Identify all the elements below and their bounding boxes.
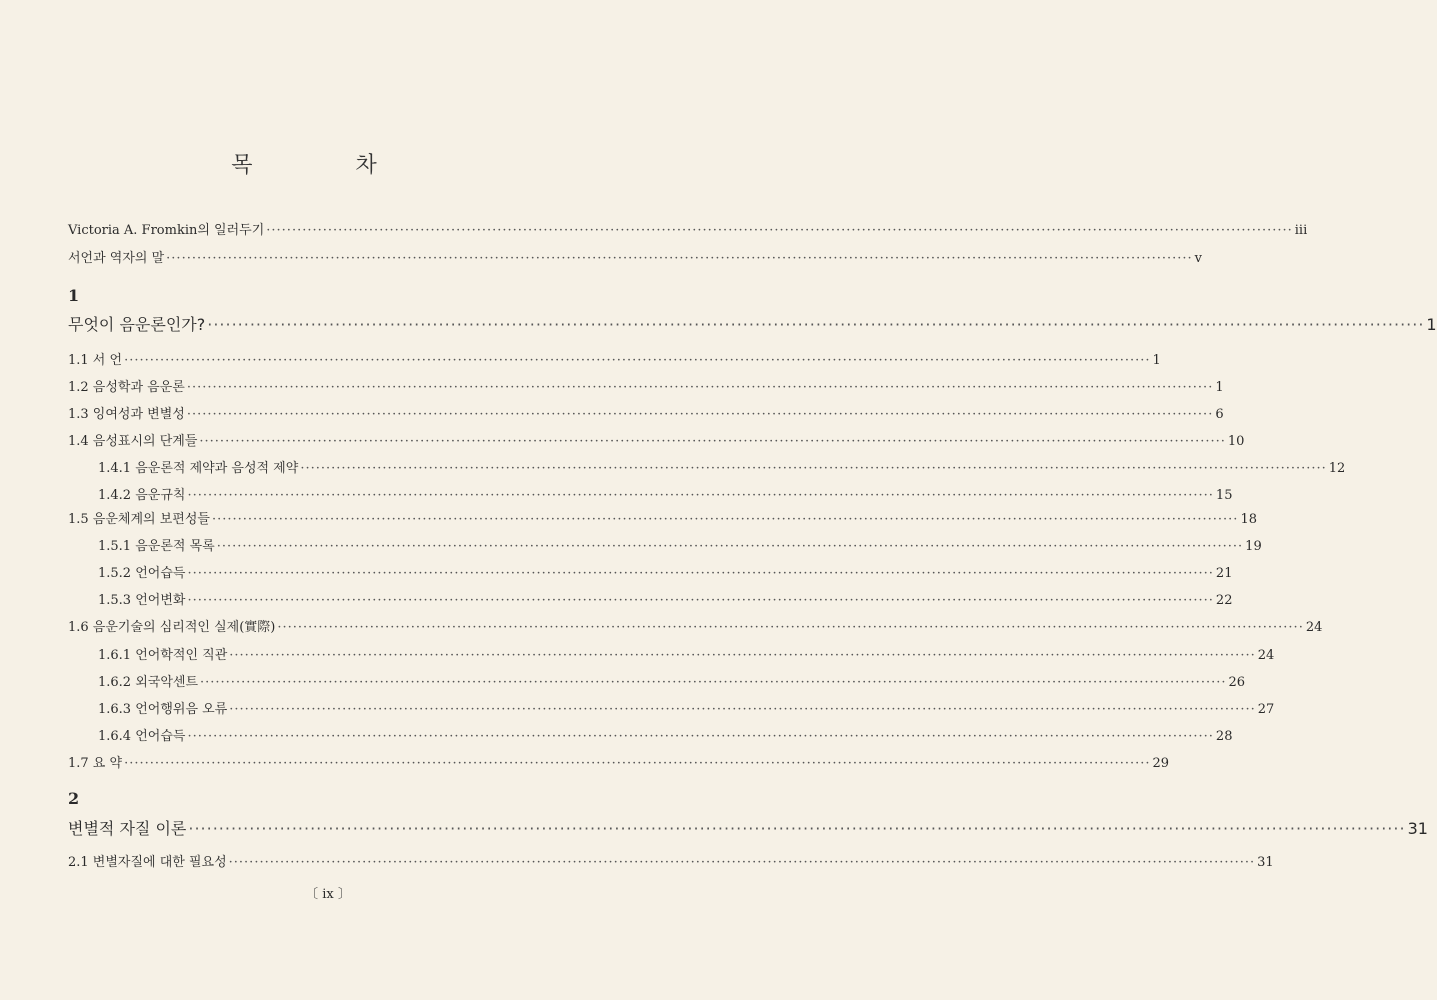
toc-entry-label: 2.1 변별자질에 대한 필요성 <box>68 855 227 870</box>
toc-entry-page: 1 <box>1426 315 1437 334</box>
toc-entry-page: 22 <box>1215 593 1233 608</box>
leader-dots: ········································································································································································································ <box>187 593 1214 608</box>
leader-dots: ········································································································································································································ <box>186 380 1214 395</box>
toc-entry-label: 1.6.3 언어행위음 오류 <box>98 702 228 717</box>
toc-entry-label: 무엇이 음운론인가? <box>68 315 206 334</box>
leader-dots: ········································································································································································································ <box>300 461 1327 476</box>
toc-entry <box>68 431 1245 453</box>
toc-entry-label: 1.7 요 약 <box>68 756 123 771</box>
chapter-number: 2 <box>68 789 80 808</box>
toc-entry <box>68 852 1274 874</box>
leader-dots: ········································································································································································································ <box>124 756 1151 771</box>
toc-entry <box>68 818 1428 840</box>
toc-entry <box>68 617 1323 639</box>
toc-entry-page: 31 <box>1257 855 1274 870</box>
leader-dots: ········································································································································································································ <box>187 566 1214 581</box>
toc-entry-page: 15 <box>1215 488 1233 503</box>
toc-entry-page: 24 <box>1257 648 1275 663</box>
toc-entry-page: 19 <box>1245 539 1262 554</box>
leader-dots: ········································································································································································································ <box>266 223 1293 238</box>
toc-entry-page: 27 <box>1257 702 1275 717</box>
leader-dots: ········································································································································································································ <box>186 407 1214 422</box>
leader-dots: ········································································································································································································ <box>200 675 1227 690</box>
leader-dots: ········································································································································································································ <box>211 512 1239 527</box>
toc-entry-label: 1.4.1 음운론적 제약과 음성적 제약 <box>98 461 299 476</box>
toc-entry-page: 18 <box>1240 512 1257 527</box>
toc-entry-page: 21 <box>1215 566 1233 581</box>
page-title: 목 차 <box>231 153 425 178</box>
toc-entry-page: iii <box>1294 223 1308 238</box>
toc-entry <box>68 485 1233 507</box>
toc-entry <box>68 672 1246 694</box>
toc-entry <box>68 699 1275 721</box>
toc-entry <box>68 458 1346 480</box>
leader-dots: ········································································································································································································ <box>207 315 1425 334</box>
leader-dots: ········································································································································································································ <box>188 819 1406 838</box>
toc-entry-page: 12 <box>1328 461 1346 476</box>
leader-dots: ········································································································································································································ <box>124 353 1151 368</box>
leader-dots: ········································································································································································································ <box>216 539 1244 554</box>
toc-entry-label: 변별적 자질 이론 <box>68 819 187 838</box>
toc-entry-page: 31 <box>1407 819 1428 838</box>
toc-entry <box>68 645 1275 667</box>
page-number-footer: 〔 ix 〕 <box>305 887 351 902</box>
leader-dots: ········································································································································································································ <box>229 648 1256 663</box>
toc-entry-page: 10 <box>1227 434 1245 449</box>
toc-entry <box>68 220 1308 242</box>
toc-entry-label: 1.5 음운체계의 보편성들 <box>68 512 210 527</box>
toc-entry-page: v <box>1194 251 1202 266</box>
toc-entry-label: 1.4 음성표시의 단계들 <box>68 434 198 449</box>
toc-entry-page: 1 <box>1215 380 1224 395</box>
toc-entry-page: 24 <box>1305 620 1323 635</box>
leader-dots: ········································································································································································································ <box>187 488 1214 503</box>
toc-entry <box>68 536 1262 558</box>
toc-entry <box>68 509 1257 531</box>
toc-entry-label: 1.6.2 외국악센트 <box>98 675 199 690</box>
toc-entry-label: 1.2 음성학과 음운론 <box>68 380 185 395</box>
toc-entry-label: 1.1 서 언 <box>68 353 123 368</box>
toc-entry-page: 6 <box>1215 407 1224 422</box>
toc-entry-label: 1.6 음운기술의 심리적인 실제(實際) <box>68 620 276 635</box>
toc-entry <box>68 377 1224 399</box>
toc-entry <box>68 248 1202 270</box>
toc-entry <box>68 753 1170 775</box>
toc-entry-label: 1.3 잉여성과 변별성 <box>68 407 185 422</box>
leader-dots: ········································································································································································································ <box>277 620 1304 635</box>
toc-entry-label: Victoria A. Fromkin의 일러두기 <box>68 223 265 238</box>
toc-entry-label: 1.6.4 언어습득 <box>98 729 186 744</box>
toc-entry <box>68 350 1161 372</box>
toc-entry-label: 1.6.1 언어학적인 직관 <box>98 648 228 663</box>
toc-entry <box>68 404 1224 426</box>
leader-dots: ········································································································································································································ <box>166 251 1193 266</box>
leader-dots: ········································································································································································································ <box>199 434 1226 449</box>
toc-entry-label: 1.5.1 음운론적 목록 <box>98 539 215 554</box>
chapter-number: 1 <box>68 286 80 305</box>
toc-entry <box>68 563 1233 585</box>
leader-dots: ········································································································································································································ <box>187 729 1214 744</box>
toc-entry-label: 1.5.2 언어습득 <box>98 566 186 581</box>
toc-entry <box>68 726 1233 748</box>
leader-dots: ········································································································································································································ <box>229 702 1256 717</box>
toc-entry <box>68 590 1233 612</box>
toc-entry-page: 26 <box>1228 675 1246 690</box>
toc-entry-label: 서언과 역자의 말 <box>68 251 165 266</box>
toc-entry-page: 1 <box>1152 353 1161 368</box>
toc-entry-label: 1.5.3 언어변화 <box>98 593 186 608</box>
leader-dots: ········································································································································································································ <box>228 855 1256 870</box>
toc-entry-page: 29 <box>1152 756 1170 771</box>
toc-entry <box>68 314 1437 336</box>
toc-entry-label: 1.4.2 음운규칙 <box>98 488 186 503</box>
toc-entry-page: 28 <box>1215 729 1233 744</box>
